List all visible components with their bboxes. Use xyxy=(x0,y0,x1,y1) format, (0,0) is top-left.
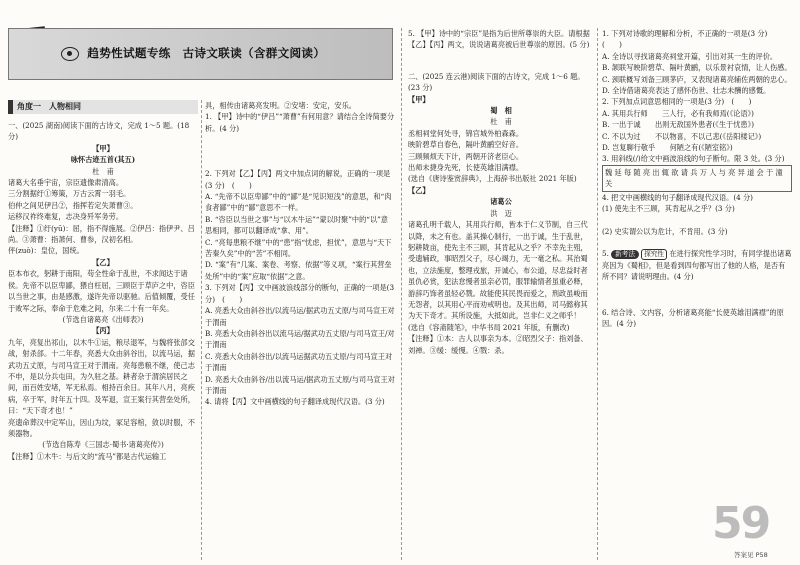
column-divider xyxy=(401,28,402,560)
bing-text-2: 亮遗命葬汉中定军山，因山为坟，冢足容棺，敛以时服，不须器物。 xyxy=(8,417,195,438)
poem-author: 杜 甫 xyxy=(92,166,114,176)
option-d: D. 岂复聊行敬乎 何陋之有(《陋室铭》) xyxy=(602,143,733,153)
poem-line: 诸葛大名垂宇宙，宗臣遗像肃清高。 xyxy=(8,178,124,188)
option-b: B. “咨臣以当世之事”与“以木牛运”“蒙以时聚”中的“以”意思相同，都可以翻译成“拿、用”。 xyxy=(205,214,388,236)
question-1: 1. 下列对诗歌的理解和分析，不正确的一项是(3 分) ( ) xyxy=(602,29,775,50)
option-d: D. 亮悉大众由斜谷/出以流马运/据武功五丈原/与司马宣王对于渭南 xyxy=(205,374,395,395)
inquiry-pill: 探究性 xyxy=(641,249,667,260)
option-a: A. “先帝不以臣卑鄙”中的“鄙”是“见识短浅”的意思，和“肉食者鄙”中的“鄙”意思不一样。 xyxy=(205,192,392,213)
yi-source: (选自《容斋随笔》，中华书局 2021 年版，有删改) xyxy=(408,322,570,332)
banner-title-row xyxy=(61,45,325,61)
option-a: A. 亮悉大众由斜谷出/以流马运/据武功五丈原/与司马宣王对于渭南 xyxy=(205,306,395,327)
question-1: 1. 【甲】诗中的“伊吕”“萧曹”有何用意？请结合全诗简要分析。(4 分) xyxy=(205,112,395,133)
answer-space xyxy=(602,237,792,248)
option-a: A. 全诗以寻找诸葛亮祠堂开篇，引出对其一生的评价。 xyxy=(602,51,778,61)
eye-icon xyxy=(61,47,79,61)
question-4: 4. 把文中画横线的句子翻译成现代汉语。(4 分) xyxy=(602,192,753,202)
question-5: 5. 【甲】诗中的“宗臣”是指为后世所尊崇的大臣。请根据【乙】【丙】两文，说说诸葛亮被后世尊崇的原因。(5 分) xyxy=(408,29,590,50)
yi-title: 诸葛公 xyxy=(490,197,512,207)
note-2-cont: 具，相传由诸葛亮发明。②安堵：安定，安乐。 xyxy=(205,101,356,110)
poem2-author: 杜 甫 xyxy=(490,117,512,127)
question-3: 3. 下列对【丙】文中画波浪线部分的断句，正确的一项是(3 分) ( ) xyxy=(205,283,395,304)
new-method-badge: 新考法 xyxy=(611,250,639,259)
label-yi: 【乙】 xyxy=(92,257,114,267)
option-a: A. 其用兵行师 三人行，必有我师焉(《论语》) xyxy=(602,108,754,118)
option-c: C. 亮悉大众由斜谷出/以流马运据武功五丈原/与司马宣王对于渭南 xyxy=(205,351,393,373)
q-intro-1: 一、(2025 湖南)阅读下面的古诗文，完成 1～5 题。(18 分) xyxy=(8,121,190,142)
question-5-text: 在进行探究性学习时，有同学提出诸葛亮因为《蜀相》，但是看到四句都写出了他的人格，是否有所不同？请说明理由。(4 分) xyxy=(602,248,792,282)
poem-line: 伯仲之间见伊吕②，指挥若定失萧曹③。 xyxy=(8,200,138,210)
note-1: 【注释】①纡(yū)：屈，指不得施展。②伊吕：指伊尹、吕尚。③萧曹：指萧何、曹参，汉初名相。 xyxy=(8,223,195,245)
yi-source: (节选自诸葛亮《出师表》) xyxy=(62,314,144,324)
punctuation-box: 魏 延 每 随 亮 出 辄 欲 请 兵 万 人 与 亮 异 道 会 于 潼 关 xyxy=(602,165,792,192)
column-divider xyxy=(597,28,598,560)
option-c: C. 不以为过 不以物喜，不以己悲(《岳阳楼记》) xyxy=(602,131,762,141)
option-c: C. “亮每患粮不继”中的“患”指“忧虑，担忧”，意思与“天下苦秦久矣”中的“苦”不相同。 xyxy=(205,237,392,259)
yi-text: 臣本布衣，躬耕于南阳，苟全性命于乱世，不求闻达于诸侯。先帝不以臣卑鄙，猥自枉屈，三顾臣于草庐之中，咨臣以当世之事，由是感激，遂许先帝以驱驰。后值倾覆，受任于败军之际，奉命于危难之间，尔来二十有一年矣。 xyxy=(8,269,195,313)
answer-space xyxy=(205,134,395,168)
label-jia: 【甲】 xyxy=(92,143,114,153)
poem-line: 三分割据纡①筹策，万古云霄一羽毛。 xyxy=(8,189,131,199)
question-4: 4. 请将【丙】文中画横线的句子翻译成现代汉语。(3 分) xyxy=(205,397,385,407)
column-3 xyxy=(408,28,594,356)
yi-text: 诸葛孔明千载人，其用兵行师，皆本于仁义节制，自三代以降，未之有也。盖其操心制行，一出于诚，生于乱世，躬耕陇亩，使先主不三顾，其肯起从之乎？不幸先主殂，受遗辅政，事昭烈父子，尽心竭力，无一毫之私。其治蜀也，立法施度，整理戎旅，开诚心，布公道，尽忠益时者虽仇必赏，犯法怠慢者虽亲必罚，服罪输情者虽重必释，游辞巧饰者虽轻必戮。故能使其民畏而爱之，刑政虽峻而无怨者，以其用心平而劝戒明也。及其出师，司马懿称其为天下奇才。其所设施，大抵如此，岂非仁义之师乎！ xyxy=(408,220,588,321)
column-1 xyxy=(8,120,198,462)
option-b: B. 颔联写映阶碧草、隔叶黄鹂，以乐景衬哀情，让人伤感。 xyxy=(602,63,792,73)
poem-line: 运移汉祚终难复，志决身歼军务劳。 xyxy=(8,212,124,222)
question-6: 6. 结合诗、文内容，分析诸葛亮能“长使英雄泪满襟”的原因。(4 分) xyxy=(602,307,784,329)
q4-part-1: (1) 使先主不三顾，其肯起从之乎？(3 分) xyxy=(602,204,735,214)
option-d: D. “案”有“几案、案卷、考察、依据”等义项，“案行其营垒处所”中的“案”应取“依据”之意。 xyxy=(205,260,392,281)
q-intro-2: 二、(2025 连云港)阅读下面的古诗文，完成 1～6 题。(23 分) xyxy=(408,71,585,93)
title-banner xyxy=(8,28,393,80)
option-b: B. 亮悉大众由斜谷出以流马运/据武功五丈原/与司马宣王/对于渭南 xyxy=(205,328,395,350)
question-2: 2. 下列加点词意思相同的一项是(3 分) ( ) xyxy=(602,97,752,107)
section-heading: 角度一 人物相同 xyxy=(8,100,198,114)
answer-reference: 答案见 P58 xyxy=(734,551,768,559)
question-5 xyxy=(602,248,792,283)
column-divider xyxy=(201,100,202,560)
option-c: C. 颈联概写刘备三顾茅庐，又表现诸葛亮辅佐两朝的忠心。 xyxy=(602,74,792,84)
page-number: 59 xyxy=(712,498,770,549)
poem-title: 咏怀古迹五首(其五) xyxy=(70,155,136,165)
yi-author: 洪 迈 xyxy=(490,208,512,218)
poem2-line: 出师未捷身先死，长使英雄泪满襟。 xyxy=(408,163,524,173)
answer-space xyxy=(602,283,792,307)
column-2 xyxy=(205,100,395,408)
option-d: D. 全诗借诸葛亮表达了感怀伤世、壮志未酬的感慨。 xyxy=(602,86,771,96)
q4-part-2: (2) 史实谓公以为危计，不肯用。(3 分) xyxy=(602,226,728,236)
note-2: 【注释】①木牛：与后文的“流马”都是古代运输工 xyxy=(8,451,167,461)
label-yi: 【乙】 xyxy=(408,185,430,195)
column-4 xyxy=(602,28,792,330)
note-3: 【注释】①本：古人以事亲为本。②昭烈父子：指刘备、刘禅。③缓：缓慢。④戮：杀。 xyxy=(408,334,588,355)
poem2-title: 蜀 相 xyxy=(490,106,512,116)
label-bing: 【丙】 xyxy=(92,326,114,336)
option-b: B. 一出于诚 出则无敌国外患者(《生于忧患》) xyxy=(602,120,755,130)
question-2: 2. 下列对【乙】【丙】两文中加点词的解说，正确的一项是(3 分) ( ) xyxy=(205,169,391,190)
answer-space xyxy=(602,215,792,226)
note-1b: 伻(zuò)：皇位，国统。 xyxy=(8,246,84,256)
question-5-number: 5. xyxy=(602,248,609,258)
bing-source: (节选自陈寿《三国志·蜀书·诸葛亮传》) xyxy=(42,440,164,450)
label-jia: 【甲】 xyxy=(408,94,430,104)
poem2-line: 映阶碧草自春色，隔叶黄鹂空好音。 xyxy=(408,140,524,150)
banner-title: 趋势性试题专练 古诗文联读（含群文阅读） xyxy=(87,46,326,60)
bing-text: 九年，亮复出祁山，以木牛①运，粮尽退军，与魏将张郃交战，射杀郃。十二年春，亮悉大众由斜谷出，以流马运，据武功五丈原，与司马宣王对于渭南。亮每患粮不继，使己志不申，是以分兵屯田，为久驻之基。耕者杂于渭滨居民之间，而百姓安堵，军无私焉。相持百余日。其年八月，亮疾病，卒于军，时年五十四。及军退，宣王案行其营垒处所，曰：“天下奇才也！” xyxy=(8,337,195,416)
poem2-line: 三顾频烦天下计，两朝开济老臣心。 xyxy=(408,151,524,161)
answer-space xyxy=(408,51,594,71)
poem2-line: 丞相祠堂何处寻，锦官城外柏森森。 xyxy=(408,128,524,138)
question-3: 3. 用斜线(/)给文中画波浪线的句子断句。限 3 处。(3 分) xyxy=(602,154,785,164)
poem2-source: (选自《唐诗鉴赏辞典》，上海辞书出版社 2021 年版) xyxy=(408,174,577,184)
